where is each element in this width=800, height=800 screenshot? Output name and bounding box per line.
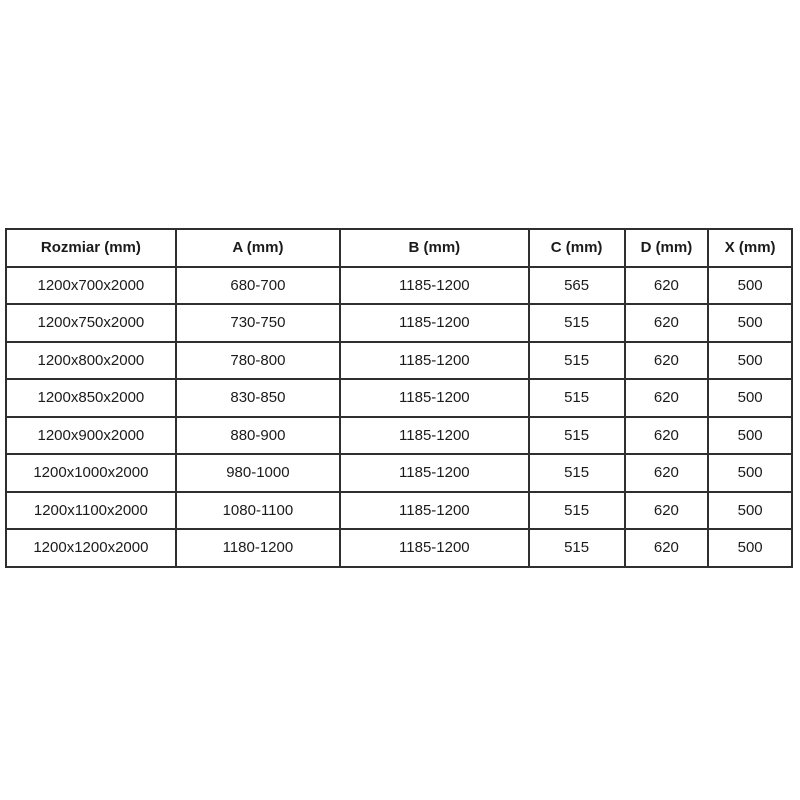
table-cell: 1200x1100x2000 — [6, 492, 176, 530]
table-cell: 515 — [529, 454, 625, 492]
table-cell: 515 — [529, 342, 625, 380]
table-cell: 500 — [708, 342, 792, 380]
table-cell: 500 — [708, 267, 792, 305]
table-row — [6, 492, 792, 530]
table-cell: 620 — [625, 267, 709, 305]
column-header: D (mm) — [625, 229, 709, 267]
table-row — [6, 267, 792, 305]
table-cell: 1200x750x2000 — [6, 304, 176, 342]
table-cell: 620 — [625, 454, 709, 492]
table-cell: 1185-1200 — [340, 492, 529, 530]
table-cell: 500 — [708, 379, 792, 417]
table-header-row — [6, 229, 792, 267]
table-cell: 1185-1200 — [340, 304, 529, 342]
column-header: B (mm) — [340, 229, 529, 267]
table-cell: 620 — [625, 529, 709, 567]
table-row — [6, 379, 792, 417]
table-cell: 620 — [625, 304, 709, 342]
column-header: X (mm) — [708, 229, 792, 267]
table-cell: 515 — [529, 304, 625, 342]
table-cell: 780-800 — [176, 342, 340, 380]
table-cell: 515 — [529, 492, 625, 530]
table-cell: 620 — [625, 417, 709, 455]
table-cell: 1200x1200x2000 — [6, 529, 176, 567]
table-cell: 620 — [625, 492, 709, 530]
table-cell: 830-850 — [176, 379, 340, 417]
table-row — [6, 417, 792, 455]
table-cell: 500 — [708, 454, 792, 492]
table-row — [6, 304, 792, 342]
table-body — [6, 267, 792, 567]
table-cell: 620 — [625, 342, 709, 380]
table-cell: 1185-1200 — [340, 529, 529, 567]
table-cell: 515 — [529, 417, 625, 455]
table-cell: 1185-1200 — [340, 267, 529, 305]
table-cell: 680-700 — [176, 267, 340, 305]
table-row — [6, 529, 792, 567]
table-cell: 880-900 — [176, 417, 340, 455]
table-cell: 1200x700x2000 — [6, 267, 176, 305]
table-cell: 1080-1100 — [176, 492, 340, 530]
table-cell: 1185-1200 — [340, 342, 529, 380]
table-row — [6, 342, 792, 380]
table-row — [6, 454, 792, 492]
table-cell: 1200x800x2000 — [6, 342, 176, 380]
table-cell: 1200x900x2000 — [6, 417, 176, 455]
table-cell: 620 — [625, 379, 709, 417]
column-header: Rozmiar (mm) — [6, 229, 176, 267]
table-cell: 500 — [708, 529, 792, 567]
table-cell: 500 — [708, 492, 792, 530]
column-header: C (mm) — [529, 229, 625, 267]
table-cell: 1200x1000x2000 — [6, 454, 176, 492]
size-spec-table — [5, 228, 793, 568]
table-cell: 565 — [529, 267, 625, 305]
table-cell: 1185-1200 — [340, 417, 529, 455]
table-cell: 1200x850x2000 — [6, 379, 176, 417]
column-header: A (mm) — [176, 229, 340, 267]
table-cell: 500 — [708, 304, 792, 342]
table-cell: 1185-1200 — [340, 379, 529, 417]
table-cell: 730-750 — [176, 304, 340, 342]
table-cell: 1185-1200 — [340, 454, 529, 492]
table-cell: 515 — [529, 379, 625, 417]
table-cell: 500 — [708, 417, 792, 455]
table-cell: 1180-1200 — [176, 529, 340, 567]
table-cell: 515 — [529, 529, 625, 567]
table-cell: 980-1000 — [176, 454, 340, 492]
